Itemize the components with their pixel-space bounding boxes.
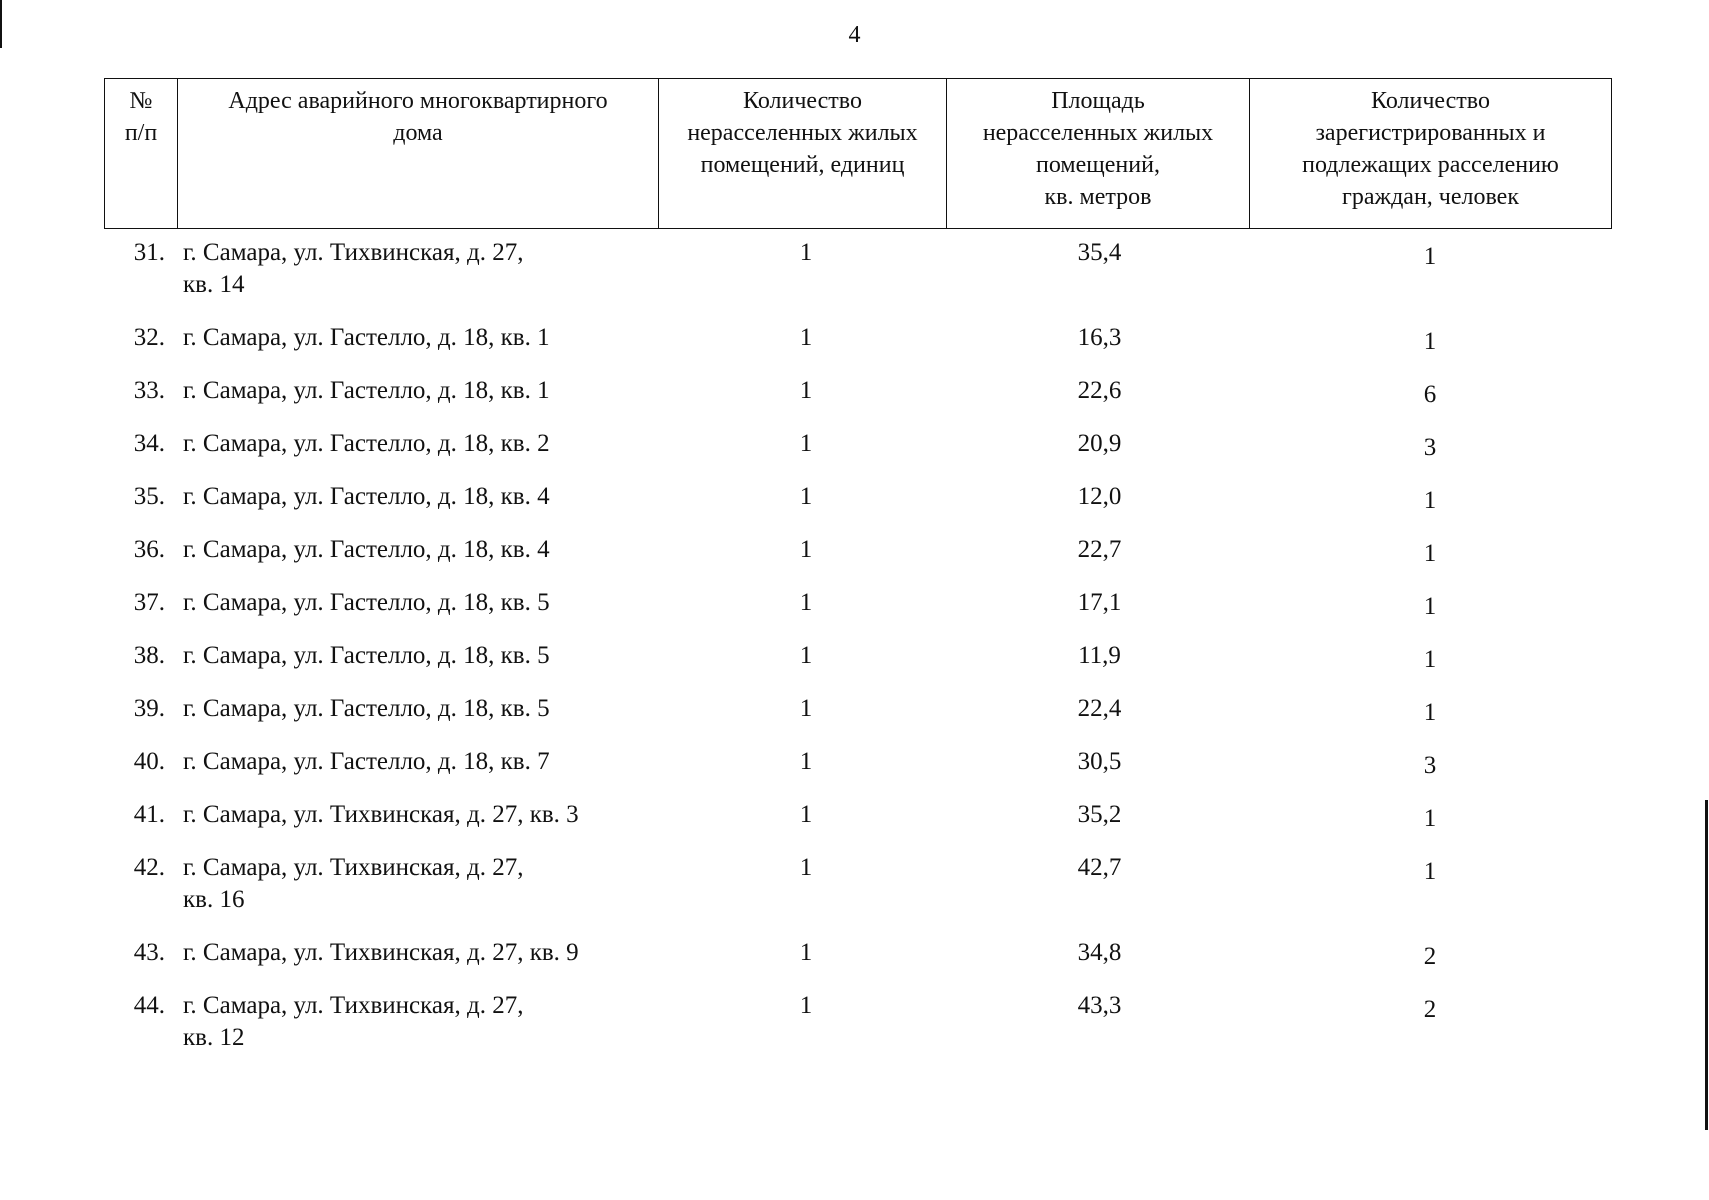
row-unit-count: 1 bbox=[799, 377, 813, 404]
row-people-count: 1 bbox=[1423, 487, 1437, 514]
header-address: Адрес аварийного многоквартирного дома bbox=[178, 79, 659, 229]
row-address bbox=[177, 322, 658, 375]
row-people-count: 1 bbox=[1423, 328, 1437, 355]
address-line-1: г. Самара, ул. Тихвинская, д. 27, bbox=[183, 239, 524, 266]
table-row bbox=[104, 534, 1611, 587]
row-number: 34. bbox=[133, 430, 165, 457]
row-unit-count: 1 bbox=[799, 854, 813, 881]
row-unit-count: 1 bbox=[799, 239, 813, 266]
table-row bbox=[104, 852, 1611, 937]
header-area: Площадь нерасселенных жилых помещений, кв. метров bbox=[947, 79, 1250, 229]
row-number: 31. bbox=[133, 239, 165, 266]
row-area: 35,2 bbox=[1077, 801, 1122, 828]
address-line-1: г. Самара, ул. Гастелло, д. 18, кв. 5 bbox=[183, 589, 550, 616]
header-num: № п/п bbox=[105, 79, 178, 229]
table-row bbox=[104, 428, 1611, 481]
table-header bbox=[104, 78, 1612, 229]
row-number: 38. bbox=[133, 642, 165, 669]
table-row bbox=[104, 799, 1611, 852]
row-area: 20,9 bbox=[1077, 430, 1122, 457]
address-line-1: г. Самара, ул. Тихвинская, д. 27, bbox=[183, 992, 524, 1019]
row-address bbox=[177, 937, 658, 990]
row-address bbox=[177, 481, 658, 534]
row-area: 35,4 bbox=[1077, 239, 1122, 266]
row-people-count: 1 bbox=[1423, 699, 1437, 726]
row-area: 22,4 bbox=[1077, 695, 1122, 722]
row-number: 33. bbox=[133, 377, 165, 404]
row-unit-count: 1 bbox=[799, 589, 813, 616]
address-line-1: г. Самара, ул. Гастелло, д. 18, кв. 1 bbox=[183, 324, 550, 351]
table-row bbox=[104, 322, 1611, 375]
table-row bbox=[104, 937, 1611, 990]
row-address bbox=[177, 534, 658, 587]
row-address bbox=[177, 852, 658, 937]
row-unit-count: 1 bbox=[799, 536, 813, 563]
row-unit-count: 1 bbox=[799, 801, 813, 828]
row-address bbox=[177, 587, 658, 640]
table-row bbox=[104, 693, 1611, 746]
row-unit-count: 1 bbox=[799, 483, 813, 510]
row-people-count: 3 bbox=[1423, 434, 1437, 461]
row-number: 40. bbox=[133, 748, 165, 775]
row-number: 32. bbox=[133, 324, 165, 351]
address-line-2: кв. 12 bbox=[183, 1024, 245, 1051]
address-line-1: г. Самара, ул. Гастелло, д. 18, кв. 5 bbox=[183, 642, 550, 669]
address-line-1: г. Самара, ул. Гастелло, д. 18, кв. 4 bbox=[183, 483, 550, 510]
row-people-count: 1 bbox=[1423, 805, 1437, 832]
row-people-count: 6 bbox=[1423, 381, 1437, 408]
row-area: 11,9 bbox=[1078, 642, 1121, 669]
row-number: 43. bbox=[133, 939, 165, 966]
row-number: 35. bbox=[133, 483, 165, 510]
row-unit-count: 1 bbox=[799, 939, 813, 966]
row-number: 39. bbox=[133, 695, 165, 722]
row-area: 17,1 bbox=[1077, 589, 1122, 616]
row-area: 16,3 bbox=[1077, 324, 1122, 351]
row-people-count: 3 bbox=[1423, 752, 1437, 779]
table-body bbox=[104, 237, 1611, 1075]
row-area: 43,3 bbox=[1077, 992, 1122, 1019]
row-unit-count: 1 bbox=[799, 695, 813, 722]
table-row bbox=[104, 640, 1611, 693]
row-area: 22,7 bbox=[1077, 536, 1122, 563]
address-line-2: кв. 14 bbox=[183, 271, 245, 298]
row-unit-count: 1 bbox=[799, 992, 813, 1019]
row-people-count: 2 bbox=[1423, 996, 1437, 1023]
address-line-1: г. Самара, ул. Гастелло, д. 18, кв. 1 bbox=[183, 377, 550, 404]
row-area: 30,5 bbox=[1077, 748, 1122, 775]
row-area: 34,8 bbox=[1077, 939, 1122, 966]
row-unit-count: 1 bbox=[799, 430, 813, 457]
row-address bbox=[177, 375, 658, 428]
row-number: 37. bbox=[133, 589, 165, 616]
row-people-count: 1 bbox=[1423, 858, 1437, 885]
row-number: 41. bbox=[133, 801, 165, 828]
scan-edge-right bbox=[1705, 800, 1708, 1130]
row-area: 22,6 bbox=[1077, 377, 1122, 404]
address-line-1: г. Самара, ул. Тихвинская, д. 27, кв. 3 bbox=[183, 801, 579, 828]
row-address bbox=[177, 640, 658, 693]
row-address bbox=[177, 799, 658, 852]
row-people-count: 1 bbox=[1423, 593, 1437, 620]
row-area: 42,7 bbox=[1077, 854, 1122, 881]
table-row bbox=[104, 990, 1611, 1075]
table-row bbox=[104, 746, 1611, 799]
table-row bbox=[104, 237, 1611, 322]
row-address bbox=[177, 746, 658, 799]
row-number: 44. bbox=[133, 992, 165, 1019]
address-line-1: г. Самара, ул. Тихвинская, д. 27, bbox=[183, 854, 524, 881]
address-line-2: кв. 16 bbox=[183, 886, 245, 913]
table-row bbox=[104, 375, 1611, 428]
header-row bbox=[105, 79, 1612, 229]
row-address bbox=[177, 428, 658, 481]
address-line-1: г. Самара, ул. Гастелло, д. 18, кв. 7 bbox=[183, 748, 550, 775]
row-unit-count: 1 bbox=[799, 642, 813, 669]
row-people-count: 1 bbox=[1423, 540, 1437, 567]
header-count: Количество нерасселенных жилых помещений, единиц bbox=[659, 79, 947, 229]
row-unit-count: 1 bbox=[799, 748, 813, 775]
row-area: 12,0 bbox=[1077, 483, 1122, 510]
row-unit-count: 1 bbox=[799, 324, 813, 351]
row-people-count: 2 bbox=[1423, 943, 1437, 970]
row-address bbox=[177, 237, 658, 322]
page-number: 4 bbox=[848, 22, 861, 48]
table-row bbox=[104, 481, 1611, 534]
row-address bbox=[177, 990, 658, 1075]
row-people-count: 1 bbox=[1423, 243, 1437, 270]
address-line-1: г. Самара, ул. Тихвинская, д. 27, кв. 9 bbox=[183, 939, 579, 966]
row-address bbox=[177, 693, 658, 746]
address-line-1: г. Самара, ул. Гастелло, д. 18, кв. 4 bbox=[183, 536, 550, 563]
address-line-1: г. Самара, ул. Гастелло, д. 18, кв. 2 bbox=[183, 430, 550, 457]
header-people: Количество зарегистрированных и подлежащих расселению граждан, человек bbox=[1250, 79, 1612, 229]
address-line-1: г. Самара, ул. Гастелло, д. 18, кв. 5 bbox=[183, 695, 550, 722]
row-number: 42. bbox=[133, 854, 165, 881]
row-people-count: 1 bbox=[1423, 646, 1437, 673]
table-row bbox=[104, 587, 1611, 640]
row-number: 36. bbox=[133, 536, 165, 563]
